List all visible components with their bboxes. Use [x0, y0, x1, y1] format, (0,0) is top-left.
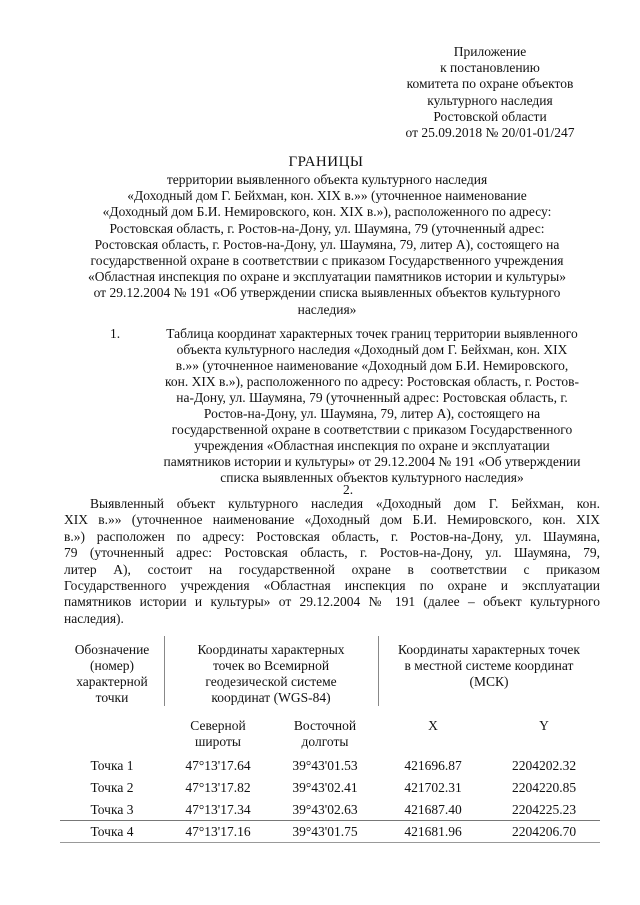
list-item-number: 1.	[110, 326, 121, 341]
item2-line: в.») расположен по адресу: Ростовская область, г. Ростов-на-Дону, ул. Шаумяна,	[64, 528, 600, 544]
table-cell-y: 2204202.32	[511, 758, 577, 773]
table-cell-north: 47°13'17.64	[185, 758, 251, 773]
header-wgs84	[164, 642, 378, 706]
header-point-designation	[60, 642, 164, 706]
table-cell-point: Точка 3	[90, 802, 134, 817]
item2-line: Государственного учреждения «Областная инспекция по охране и эксплуатации	[64, 578, 600, 594]
header-north-latitude	[164, 718, 272, 750]
header-line: (номер)	[90, 658, 134, 673]
header-line: Обозначение	[74, 642, 150, 657]
table-cell-x: 421687.40	[404, 802, 462, 817]
item2-line: Выявленный объект культурного наследия «Доходный дом Г. Бейхман, кон.	[90, 496, 600, 511]
title-desc-line: «Доходный дом Б.И. Немировского, кон. XIX в.»), расположенного по адресу:	[102, 204, 552, 220]
header-line: долготы	[301, 734, 349, 749]
item1-line: Ростов-на-Дону, ул. Шаумяна, 79, литер А), состоящего на	[203, 406, 541, 421]
item1-line: Таблица координат характерных точек границ территории выявленного	[166, 326, 578, 341]
list-item-2-number: 2.	[342, 482, 354, 497]
appendix-line: к постановлению	[440, 60, 540, 76]
header-line: координат (WGS-84)	[211, 690, 331, 705]
header-y: Y	[539, 718, 549, 733]
item2-line: памятников истории и культуры» от 29.12.2004 № 191 (далее – объект культурного	[64, 594, 600, 610]
table-cell-north: 47°13'17.16	[185, 824, 251, 839]
item2-line: наследия).	[64, 610, 124, 626]
header-line: Координаты характерных точек	[398, 642, 580, 657]
appendix-header	[380, 44, 600, 141]
appendix-line: от 25.09.2018 № 20/01-01/247	[405, 125, 575, 141]
title-description	[40, 172, 614, 318]
title-desc-line: «Областная инспекция по охране и эксплуатации памятников истории и культуры»	[88, 269, 566, 285]
header-line: характерной	[76, 674, 148, 689]
table-cell-point: Точка 2	[90, 780, 134, 795]
header-line: Восточной	[293, 718, 357, 733]
list-item-2-text	[64, 496, 600, 627]
item1-line: государственной охране в соответствии с приказом Государственного	[171, 422, 573, 437]
appendix-line: Ростовской области	[433, 108, 547, 124]
title-desc-line: «Доходный дом Г. Бейхман, кон. XIX в.»» (уточненное наименование	[127, 188, 527, 204]
item1-line: в.»» (уточненное наименование «Доходный дом Б.И. Немировского,	[175, 358, 569, 373]
header-line: широты	[195, 734, 241, 749]
title-desc-line: Ростовская область, г. Ростов-на-Дону, ул. Шаумяна, 79, литер А), состоящего на	[94, 236, 560, 252]
header-line: Координаты характерных	[197, 642, 345, 657]
item1-line: на-Дону, ул. Шаумяна, 79 (уточненный адрес: Ростовская область, г.	[176, 390, 568, 405]
item1-line: учреждения «Областная инспекция по охране и эксплуатации	[194, 438, 550, 453]
item1-line: списка выявленных объектов культурного наследия»	[220, 470, 524, 485]
header-line: точек во Всемирной	[212, 658, 330, 673]
title-desc-line: территории выявленного объекта культурного наследия	[166, 172, 488, 187]
header-line: Северной	[190, 718, 246, 733]
header-line: геодезической системе	[205, 674, 337, 689]
table-cell-x: 421696.87	[404, 758, 462, 773]
item2-line: литер А), состоит на государственной охране в соответствии с приказом	[64, 561, 600, 577]
coordinates-table	[60, 634, 600, 844]
title-desc-line: наследия»	[297, 301, 357, 317]
title-desc-line: от 29.12.2004 № 191 «Об утверждении списка выявленных объектов культурного	[93, 285, 561, 301]
item1-line: памятников истории и культуры» от 29.12.2004 № 191 «Об утверждении	[163, 454, 581, 469]
header-x: X	[428, 718, 438, 733]
table-cell-east: 39°43'02.41	[292, 780, 358, 795]
table-cell-point: Точка 4	[90, 824, 134, 839]
header-line: в местной системе координат	[404, 658, 574, 673]
table-cell-north: 47°13'17.82	[185, 780, 251, 795]
title-desc-line: государственной охране в соответствии с приказом Государственного учреждения	[90, 253, 564, 269]
table-cell-y: 2204220.85	[511, 780, 577, 795]
table-cell-east: 39°43'01.75	[292, 824, 358, 839]
table-cell-point: Точка 1	[90, 758, 134, 773]
title-desc-line: Ростовская область, г. Ростов-на-Дону, ул. Шаумяна, 79 (уточненный адрес:	[109, 220, 545, 236]
appendix-line: комитета по охране объектов	[406, 76, 574, 92]
list-item-text	[134, 326, 610, 486]
table-cell-x: 421681.96	[404, 824, 462, 839]
table-cell-east: 39°43'02.63	[292, 802, 358, 817]
header-line: (МСК)	[469, 674, 509, 689]
table-bottom-border	[60, 842, 600, 843]
item2-line: 79 (уточненный адрес: Ростовская область, г. Ростов-на-Дону, ул. Шаумяна, 79,	[64, 545, 600, 561]
table-cell-y: 2204225.23	[511, 802, 577, 817]
table-row-separator	[60, 820, 600, 821]
appendix-line: культурного наследия	[427, 92, 553, 108]
header-line: точки	[95, 690, 129, 705]
header-east-longitude	[272, 718, 378, 750]
document-title: ГРАНИЦЫ	[288, 154, 364, 170]
item1-line: объекта культурного наследия «Доходный дом Г. Бейхман, кон. XIX	[176, 342, 568, 357]
table-cell-east: 39°43'01.53	[292, 758, 358, 773]
item2-line: XIX в.»» (уточненное наименование «Доходный дом Б.И. Немировского, кон. XIX	[64, 512, 600, 528]
header-msk	[378, 642, 600, 690]
appendix-line: Приложение	[453, 44, 527, 59]
table-cell-y: 2204206.70	[511, 824, 577, 839]
table-cell-north: 47°13'17.34	[185, 802, 251, 817]
table-cell-x: 421702.31	[404, 780, 462, 795]
item1-line: кон. XIX в.»), расположенного по адресу: Ростовская область, г. Ростов-	[165, 374, 579, 389]
